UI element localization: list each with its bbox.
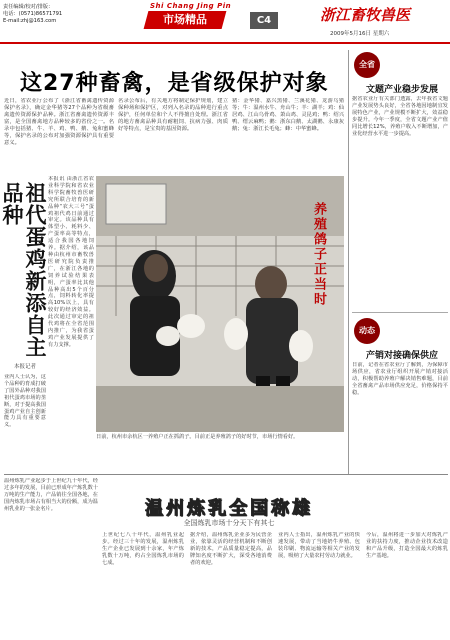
sidebar <box>352 50 448 475</box>
section-rule <box>4 474 448 475</box>
contact-line-3: E-mail:zhj@163.com <box>3 18 57 24</box>
bottom-story <box>102 532 448 638</box>
bottom-column-3: 业内人士指出，温州炼乳产业的快速发展，带动了当地奶牛养殖、包装印刷、物流运输等相关产业的发展，吸纳了大量农村劳动力就业。 <box>278 532 360 559</box>
feature-text-left: 业内人士认为，这个品种的育成打破了国外品种对我国祖代蛋鸡市场的垄断，对于提高我国蛋鸡产业自主创新能力具有重要意义。 <box>4 374 46 429</box>
bottom-left-text: 温州炼乳产业起步于上世纪九十年代，经过多年的发展，目前已形成年产炼乳数十万吨的生产能力，产品销往全国各地，在国内炼乳市场占有相当大的份额，成为温州乳业的一张金名片。 <box>4 478 98 512</box>
photo-vertical-caption: 养殖鸽子正当时 <box>311 202 326 307</box>
contact-info <box>3 4 62 25</box>
bottom-headline: 温州炼乳全国称雄 <box>145 498 313 519</box>
issue-date: 2009年5月16日 星期六 <box>330 31 390 37</box>
paper-name: 浙江畜牧兽医 <box>320 6 411 24</box>
sidebar-title-2: 产销对接确保供应 <box>366 351 439 361</box>
bottom-column-2: 据介绍，温州炼乳企业多为民营企业，依靠灵活的经营机制和不断创新的技术，产品质量稳定提高，品牌知名度不断扩大，深受各地消费者的欢迎。 <box>190 532 272 566</box>
sidebar-tag-2: 动态 <box>354 318 380 344</box>
lead-story <box>4 98 344 168</box>
bottom-column-1: 上世纪七八十年代，温州乳业起步。经过三十年的发展，温州炼乳生产企业已发展到十余家，年产炼乳数十万吨，约占全国炼乳市场的七成。 <box>102 532 184 566</box>
feature-text: 本报讯 由浙江省农业科学院和省农业科学院畜牧兽医研究所联合培育的新品种“农大三号”蛋鸡祖代鸡日前通过审定。该品种具有体型小、耗料少、产蛋率高等特点，适合我国各地饲养。据介绍，该品种由杭州市畜牧兽医研究院负责推广，在浙江各地的饲养试验结果表明，产蛋率比其他品种高出5个百分点，饲料转化率提高10%以上，具有较好的经济效益。此次通过审定的祖代鸡将在全省范围内推广，为我省蛋鸡产业发展提供了有力支撑。 <box>48 176 94 348</box>
photo-caption: 日前，杭州市余杭区一养殖户正在抓鸽子。目前正是养殖鸽子的好时节，市场行情看好。 <box>96 434 299 440</box>
sidebar-text-1: 据省农业厅有关部门透露，去年我省文题产业发展势头良好，全省各地因地制宜发展特色产业，产业规模不断扩大，效益稳步提升。今年一季度，全省文题产业产值同比增长12%，养殖户收入不断增加，产业化经营水平进一步提高。 <box>352 96 448 137</box>
bottom-subhead: 全国炼乳市场十分天下有其七 <box>183 519 275 527</box>
sidebar-divider <box>352 312 448 313</box>
lead-column-3: 猪：金华猪、嘉兴黑猪、兰溪花猪、龙游乌猪等；牛：温州水牛、舟山牛；羊：湖羊；鸡：仙居鸡、江山乌骨鸡、萧山鸡、灵昆鸡；鸭：绍兴鸭、缙云麻鸭；鹅：浙东白鹅、太湖鹅、永康灰鹅；兔：浙江长毛兔；蜂：中华蜜蜂。 <box>232 98 344 132</box>
section-label: 市场精品 <box>163 13 207 26</box>
section-tab <box>144 11 227 29</box>
sidebar-text-2: 日前，记者在省农业厅了解到，为保障市场供应，省农业厅组织开展产销对接活动，积极帮助养殖户解决销售难题，目前全省畜禽产品市场供应充足，价格保持平稳。 <box>352 362 448 396</box>
lead-column-1: 近日，省农业厅公布了《浙江省畜禽遗传资源保护名录》，确定金华猪等27个品种为省级畜禽遗传资源保护品种。浙江省畜禽遗传资源丰富，是全国畜禽地方品种较多的省份之一。名录中包括猪、牛、羊、鸡、鸭、鹅、兔和蜜蜂等，保护名录的公布对加强资源保护具有重要意义。 <box>4 98 114 146</box>
page-header <box>0 0 450 44</box>
sidebar-title-1: 文题产业稳步发展 <box>366 85 439 95</box>
feature-headline: 祖代蛋鸡新添自主品种 <box>0 182 47 358</box>
sidebar-tag-1: 全省 <box>354 52 380 78</box>
page-code: C4 <box>250 12 278 29</box>
lead-column-2: 名录公布后，有关地方将制定保护规划，建立保种场和保护区，对列入名录的品种进行重点保护，任何单位和个人不得擅自处理。浙江省的地方畜禽品种具有耐粗饲、抗病力强、肉质好等特点，是宝贵的基因资源。 <box>118 98 228 132</box>
column-divider <box>348 50 349 474</box>
contact-line-2: 电话：(0571)86571791 <box>3 11 63 17</box>
lead-headline: 这27种畜禽，是省级保护对象 <box>20 71 329 96</box>
contact-line-1: 责任编辑/校对/排版： <box>3 4 54 10</box>
bottom-column-4: 今后，温州将进一步加大对炼乳产业的扶持力度，推动企业技术改造和产品升级，打造全国最大的炼乳生产基地。 <box>366 532 448 559</box>
section-pinyin: Shi Chang Jing Pin <box>150 2 232 10</box>
feature-author: 本报记者 <box>13 364 36 370</box>
